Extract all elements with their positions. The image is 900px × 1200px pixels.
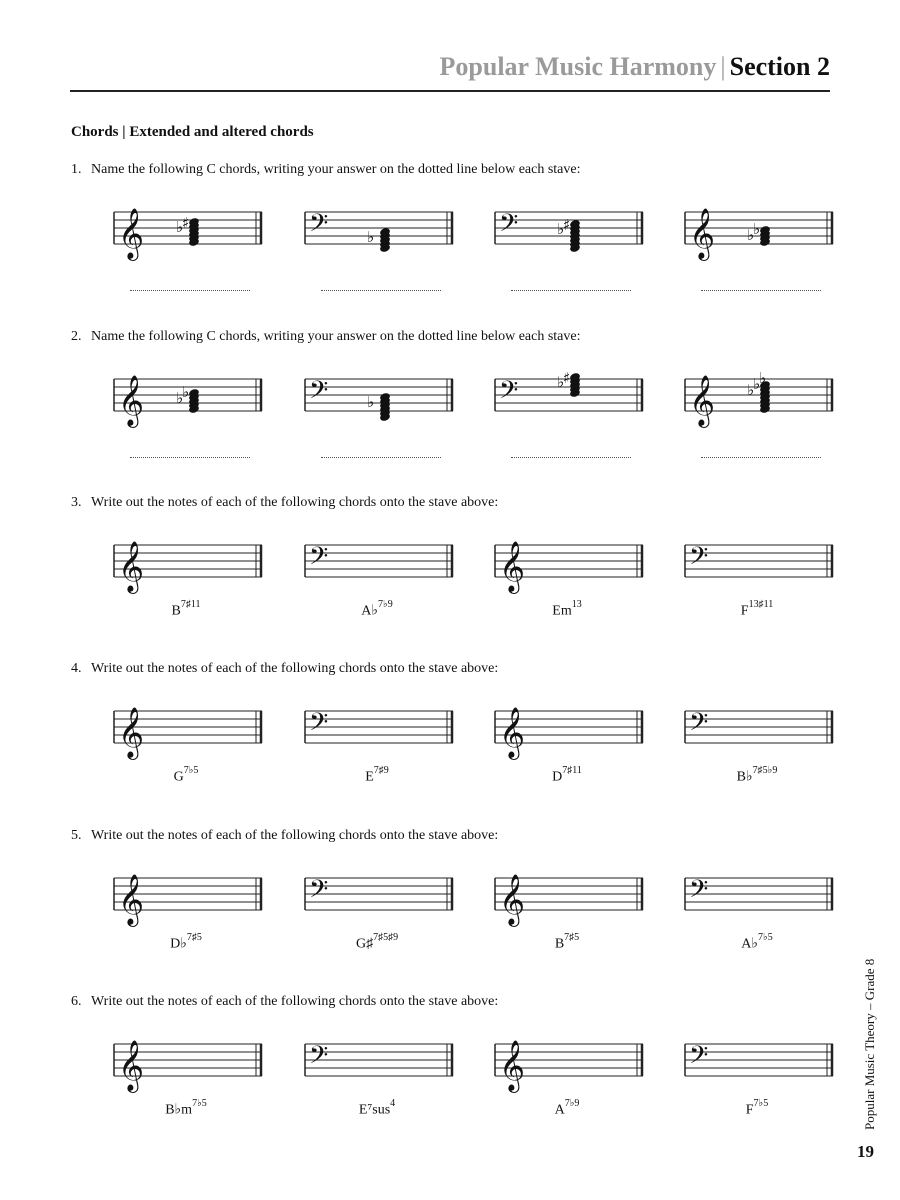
chord-extension: 7♯5♭9 <box>752 765 778 776</box>
chord-root: B♭m <box>165 1102 193 1118</box>
chord-symbol <box>507 1100 627 1119</box>
chord-root: G <box>173 769 184 785</box>
stave-lines <box>305 542 453 577</box>
sharp-icon: ♯ <box>563 369 571 387</box>
music-stave[interactable] <box>305 708 453 743</box>
chord-symbol <box>507 934 627 953</box>
bass-clef-icon: 𝄢 <box>689 875 709 910</box>
stave-lines <box>305 1041 453 1076</box>
music-stave[interactable] <box>305 1041 453 1076</box>
stave-lines <box>305 708 453 743</box>
bass-clef-icon: 𝄢 <box>309 708 329 743</box>
chord-root: A♭ <box>361 603 378 619</box>
chord-root: G♯ <box>355 936 374 952</box>
chord-extension: 7♯11 <box>562 765 582 776</box>
treble-clef-icon: 𝄞 <box>689 208 716 259</box>
music-stave[interactable] <box>114 375 262 426</box>
music-stave[interactable] <box>685 1041 833 1076</box>
answer-dotted-line[interactable] <box>130 457 250 458</box>
chord-root: F <box>745 1102 754 1118</box>
flat-icon: ♭ <box>747 226 755 244</box>
bass-clef-icon: 𝄢 <box>309 1041 329 1076</box>
chord-notes <box>176 214 200 247</box>
stave-lines <box>114 541 262 592</box>
treble-clef-icon: 𝄞 <box>118 874 145 925</box>
stave-lines <box>114 707 262 758</box>
chord-extension: 7♭9 <box>378 599 393 610</box>
music-stave[interactable] <box>114 707 262 758</box>
stave-lines <box>114 1040 262 1091</box>
chord-symbol <box>126 1100 246 1119</box>
music-stave[interactable] <box>305 376 453 411</box>
answer-dotted-line[interactable] <box>511 290 631 291</box>
music-stave[interactable] <box>114 874 262 925</box>
chord-symbol <box>126 934 246 953</box>
treble-clef-icon: 𝄞 <box>118 541 145 592</box>
music-stave[interactable] <box>685 708 833 743</box>
music-stave[interactable] <box>495 541 643 592</box>
bass-clef-icon: 𝄢 <box>689 542 709 577</box>
answer-dotted-line[interactable] <box>701 457 821 458</box>
section-heading: Chords | Extended and altered chords <box>71 124 314 140</box>
treble-clef-icon: 𝄞 <box>118 1040 145 1091</box>
answer-dotted-line[interactable] <box>321 290 441 291</box>
chord-root: B <box>171 603 181 619</box>
chord-root: D <box>552 769 563 785</box>
stave-lines <box>305 209 453 246</box>
question-3 <box>71 495 498 511</box>
music-stave[interactable] <box>495 874 643 925</box>
side-running-title: Popular Music Theory – Grade 8 <box>862 958 877 1130</box>
stave-lines <box>114 874 262 925</box>
flat-icon: ♭ <box>759 369 767 387</box>
chord-root: A <box>554 1102 565 1118</box>
music-stave[interactable] <box>305 542 453 577</box>
stave-lines <box>305 376 453 411</box>
music-stave[interactable] <box>685 208 833 259</box>
stave-lines <box>114 375 262 426</box>
chord-root: F <box>740 603 749 619</box>
chord-extension: 13 <box>571 599 582 610</box>
flat-icon: ♭ <box>182 383 190 401</box>
bass-clef-icon: 𝄢 <box>689 708 709 743</box>
question-number: 4. <box>71 661 82 676</box>
flat-icon: ♭ <box>176 218 184 236</box>
treble-clef-icon: 𝄞 <box>499 874 526 925</box>
chord-notes <box>367 392 391 422</box>
chord-root: E⁷sus <box>358 1102 391 1118</box>
chord-notes <box>747 220 771 247</box>
chord-root: B♭ <box>736 769 753 785</box>
book-title: Popular Music Harmony <box>439 52 717 81</box>
music-stave[interactable] <box>114 208 262 259</box>
question-4 <box>71 661 498 677</box>
flat-icon: ♭ <box>753 220 761 238</box>
section-title: Section 2 <box>729 52 830 81</box>
flat-icon: ♭ <box>557 220 565 238</box>
chord-notes <box>367 227 391 253</box>
question-number: 6. <box>71 994 82 1009</box>
stave-lines <box>495 874 643 925</box>
chord-notes <box>747 369 771 414</box>
bass-clef-icon: 𝄢 <box>309 875 329 910</box>
stave-lines <box>685 542 833 577</box>
chord-root: B <box>554 936 565 952</box>
question-text: Name the following C chords, writing your answer on the dotted line below each stave: <box>91 329 581 344</box>
bass-clef-icon: 𝄢 <box>309 376 329 411</box>
music-stave[interactable] <box>114 1040 262 1091</box>
page-number: 19 <box>857 1142 874 1161</box>
chord-root: Em <box>552 603 572 619</box>
stave-lines <box>685 875 833 910</box>
flat-icon: ♭ <box>747 381 755 399</box>
chord-symbol <box>317 601 437 620</box>
chord-extension: 7♯5 <box>564 932 580 943</box>
chord-symbol <box>697 934 817 953</box>
stave-lines <box>495 1040 643 1091</box>
music-stave[interactable] <box>685 542 833 577</box>
chord-extension: 7♭5 <box>758 932 773 943</box>
chord-notes <box>557 216 581 253</box>
music-stave[interactable] <box>305 209 453 246</box>
sharp-icon: ♯ <box>182 214 190 232</box>
chord-extension: 7♭9 <box>564 1098 580 1109</box>
stave-lines <box>495 707 643 758</box>
flat-icon: ♭ <box>753 375 761 393</box>
bass-clef-icon: 𝄢 <box>499 376 519 411</box>
music-stave[interactable] <box>685 875 833 910</box>
chord-extension: 7♯9 <box>373 765 389 776</box>
treble-clef-icon: 𝄞 <box>499 1040 526 1091</box>
treble-clef-icon: 𝄞 <box>118 375 145 426</box>
chord-extension: 4 <box>390 1098 396 1109</box>
question-text: Write out the notes of each of the following chords onto the stave above: <box>91 495 499 510</box>
chord-symbol <box>317 767 437 786</box>
stave-lines <box>495 369 643 411</box>
stave-lines <box>685 369 833 426</box>
music-stave[interactable] <box>114 541 262 592</box>
chord-root: E <box>365 769 374 785</box>
flat-icon: ♭ <box>367 228 375 246</box>
question-text: Write out the notes of each of the following chords onto the stave above: <box>91 661 499 676</box>
chord-symbol <box>317 934 437 953</box>
bass-clef-icon: 𝄢 <box>309 542 329 577</box>
question-number: 2. <box>71 329 82 344</box>
chord-symbol <box>697 1100 817 1119</box>
music-stave[interactable] <box>495 209 643 244</box>
chord-symbol <box>126 767 246 786</box>
answer-dotted-line[interactable] <box>321 457 441 458</box>
chord-symbol <box>126 601 246 620</box>
bass-clef-icon: 𝄢 <box>689 1041 709 1076</box>
chord-extension: 7♭5 <box>183 765 199 776</box>
chord-symbol <box>507 767 627 786</box>
chord-extension: 7♯5♯9 <box>373 932 399 943</box>
flat-icon: ♭ <box>367 393 375 411</box>
treble-clef-icon: 𝄞 <box>118 208 145 259</box>
chord-extension: 7♯11 <box>180 599 201 610</box>
bass-clef-icon: 𝄢 <box>309 209 329 244</box>
music-stave[interactable] <box>685 369 833 426</box>
chord-root: A♭ <box>741 936 758 952</box>
chord-symbol <box>317 1100 437 1119</box>
music-stave[interactable] <box>495 369 643 411</box>
question-1 <box>71 162 581 178</box>
answer-dotted-line[interactable] <box>701 290 821 291</box>
stave-lines <box>685 1041 833 1076</box>
header-separator: | <box>720 52 726 81</box>
treble-clef-icon: 𝄞 <box>499 707 526 758</box>
stave-lines <box>495 541 643 592</box>
stave-lines <box>685 708 833 743</box>
chord-notes <box>557 369 581 398</box>
chord-root: D♭ <box>170 936 187 952</box>
treble-clef-icon: 𝄞 <box>118 707 145 758</box>
chord-symbol <box>697 767 817 786</box>
question-text: Write out the notes of each of the following chords onto the stave above: <box>91 994 499 1009</box>
sharp-icon: ♯ <box>563 216 571 234</box>
stave-lines <box>305 875 453 910</box>
page-header <box>70 52 830 92</box>
stave-lines <box>114 208 262 259</box>
question-text: Name the following C chords, writing your answer on the dotted line below each stave: <box>91 162 581 177</box>
flat-icon: ♭ <box>176 389 184 407</box>
flat-icon: ♭ <box>557 373 565 391</box>
question-2 <box>71 329 581 345</box>
chord-symbol <box>697 601 817 620</box>
chord-extension: 7♭5 <box>192 1098 207 1109</box>
chord-notes <box>176 383 200 414</box>
question-6 <box>71 994 498 1010</box>
treble-clef-icon: 𝄞 <box>689 375 716 426</box>
chord-symbol <box>507 601 627 620</box>
question-5 <box>71 828 498 844</box>
question-number: 3. <box>71 495 82 510</box>
answer-dotted-line[interactable] <box>511 457 631 458</box>
music-stave[interactable] <box>495 707 643 758</box>
stave-lines <box>495 209 643 244</box>
chord-extension: 7♯5 <box>186 932 202 943</box>
chord-extension: 7♭5 <box>753 1098 769 1109</box>
question-text: Write out the notes of each of the following chords onto the stave above: <box>91 828 499 843</box>
music-stave[interactable] <box>305 875 453 910</box>
chord-extension: 13♯11 <box>748 599 774 610</box>
music-stave[interactable] <box>495 1040 643 1091</box>
bass-clef-icon: 𝄢 <box>499 209 519 244</box>
stave-lines <box>685 208 833 259</box>
answer-dotted-line[interactable] <box>130 290 250 291</box>
question-number: 5. <box>71 828 82 843</box>
treble-clef-icon: 𝄞 <box>499 541 526 592</box>
question-number: 1. <box>71 162 82 177</box>
